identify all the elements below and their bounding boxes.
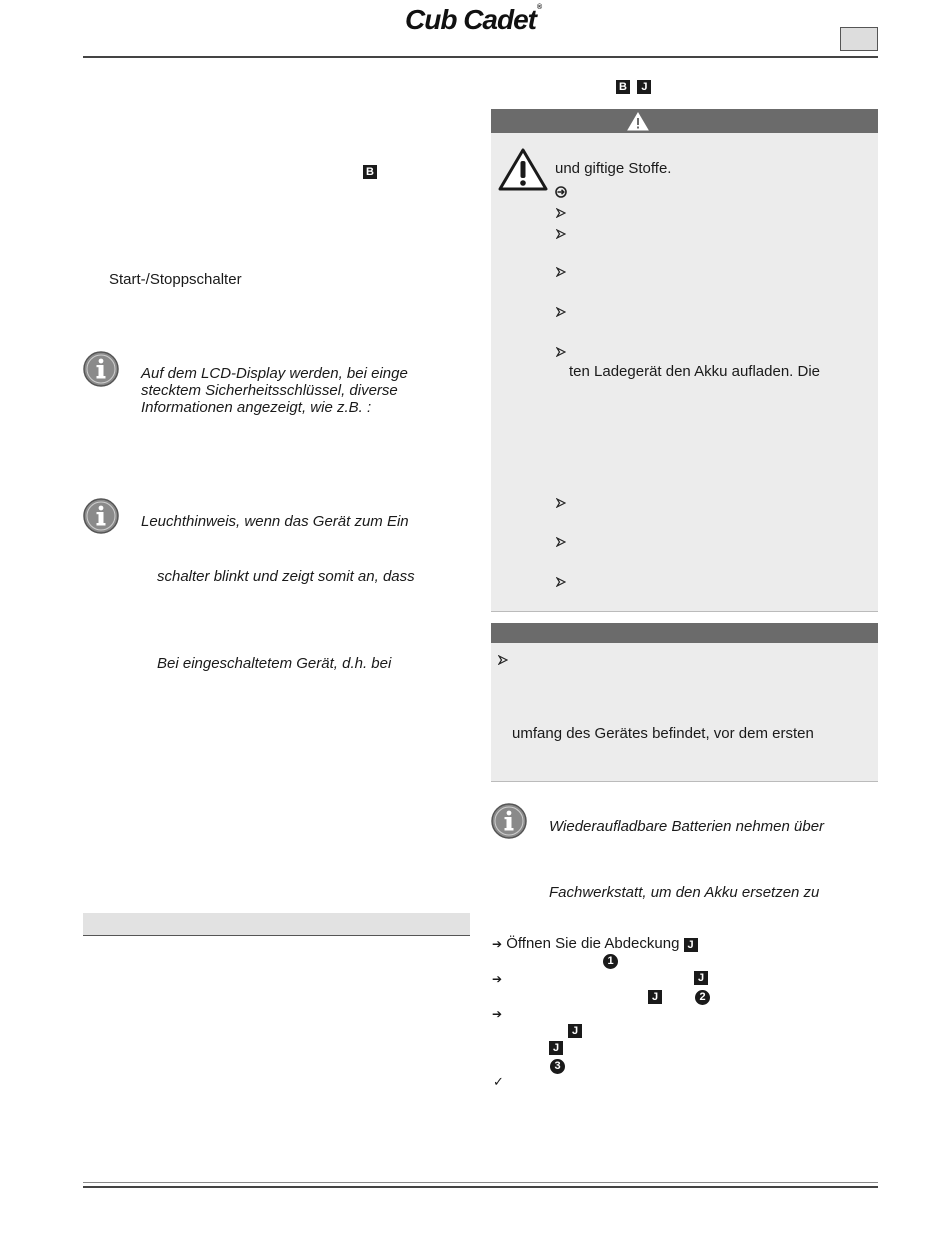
check-icon: ✓ <box>493 1074 504 1089</box>
footer-rule-bottom <box>83 1186 878 1188</box>
figure-badge-j: J <box>648 990 662 1004</box>
circle-arrow-icon <box>555 186 567 198</box>
section-heading-bar <box>83 913 470 936</box>
step-number-2: 2 <box>695 990 710 1005</box>
info2-line2: schalter blinkt und zeigt somit an, dass <box>157 568 415 585</box>
step1 <box>492 935 698 953</box>
arrowhead-bullet-icon <box>556 577 566 587</box>
warning-header-icon <box>627 112 649 131</box>
footer-rule-top <box>83 1182 878 1183</box>
warning-line-toxic: und giftige Stoffe. <box>555 160 672 177</box>
registered-mark: ® <box>537 4 542 11</box>
step-number-1: 1 <box>603 954 618 969</box>
info2-line3: Bei eingeschaltetem Gerät, d.h. bei <box>157 655 392 672</box>
arrowhead-bullet-icon <box>556 307 566 317</box>
arrowhead-bullet-icon <box>556 229 566 239</box>
info-icon <box>82 497 120 535</box>
warning-line-charger: ten Ladegerät den Akku aufladen. Die <box>569 363 821 380</box>
info1-line2: stecktem Sicherheitsschlüssel, diverse <box>141 382 398 399</box>
figure-badge-j: J <box>637 80 651 94</box>
arrowhead-bullet-icon <box>556 498 566 508</box>
header-rule <box>83 56 878 58</box>
brand-logo <box>405 4 580 38</box>
step1-text: Öffnen Sie die Abdeckung <box>506 935 680 952</box>
arrowhead-bullet-icon <box>556 267 566 277</box>
note-header <box>491 623 878 643</box>
figure-badges-top <box>616 77 651 95</box>
step-arrow-icon: ➔ <box>492 1007 503 1021</box>
info1-line3: Informationen angezeigt, wie z.B. : <box>141 399 372 416</box>
info3-line1: Wiederaufladbare Batterien nehmen über <box>549 818 825 835</box>
page-number-box <box>840 27 878 51</box>
info-icon <box>490 802 528 840</box>
figure-badge-j: J <box>694 971 708 985</box>
info1-line1: Auf dem LCD-Display werden, bei einge <box>141 365 408 382</box>
info-icon <box>82 350 120 388</box>
start-stop-label: Start-/Stoppschalter <box>109 271 242 288</box>
step-arrow-icon: ➔ <box>492 972 503 986</box>
arrowhead-bullet-icon <box>556 537 566 547</box>
figure-badge-b: B <box>616 80 630 94</box>
note-line-scope: umfang des Gerätes befindet, vor dem ersten <box>512 725 814 742</box>
step-arrow-icon: ➔ <box>492 937 503 951</box>
arrowhead-bullet-icon <box>498 655 508 665</box>
info2-line1: Leuchthinweis, wenn das Gerät zum Ein <box>141 513 409 530</box>
figure-badge-j: J <box>684 938 698 952</box>
figure-badge-b: B <box>363 165 377 179</box>
info3-line2: Fachwerkstatt, um den Akku ersetzen zu <box>549 884 820 901</box>
figure-badge-j: J <box>549 1041 563 1055</box>
arrowhead-bullet-icon <box>556 347 566 357</box>
arrowhead-bullet-icon <box>556 208 566 218</box>
warning-box <box>491 109 878 612</box>
warning-header <box>491 109 878 133</box>
warning-triangle-icon <box>497 147 549 192</box>
logo-text: Cub Cadet <box>405 4 536 35</box>
step-number-3: 3 <box>550 1059 565 1074</box>
note-box <box>491 623 878 782</box>
figure-badge-j: J <box>568 1024 582 1038</box>
